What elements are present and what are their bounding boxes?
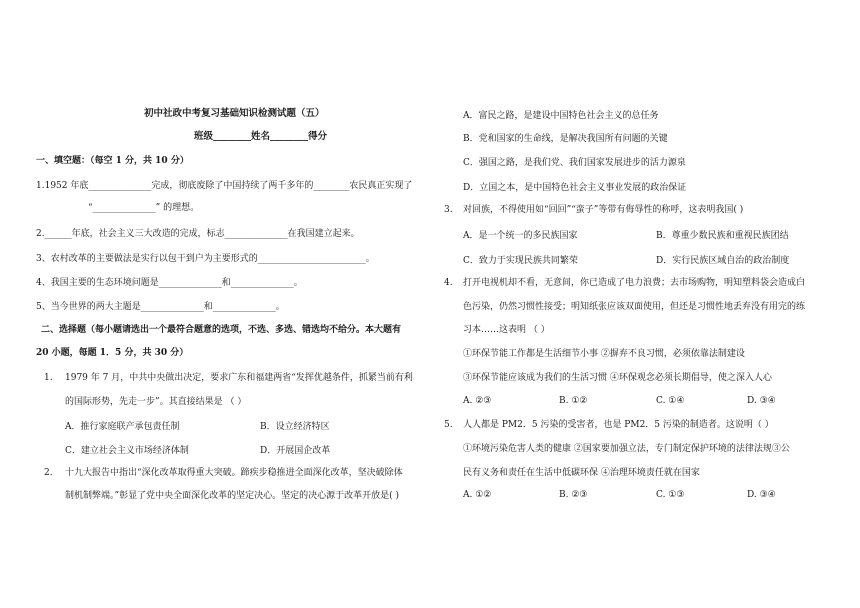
choice-q4-number: 4. bbox=[444, 278, 453, 288]
choice-q5-number: 5. bbox=[444, 420, 453, 430]
choice-q5-option-d: D. ③④ bbox=[747, 490, 776, 500]
choice-q2-option-b: B．党和国家的生命线，是解决我国所有问题的关键 bbox=[463, 134, 668, 144]
choice-q3-number: 3. bbox=[444, 205, 453, 215]
choice-q5-statements-line1: ①环境污染危害人类的健康 ②国家要加强立法，专门制定保护环境的法律法规③公 bbox=[463, 444, 790, 454]
choice-q1-option-d: D．开展国企改革 bbox=[260, 446, 331, 456]
fill-q1-line2: “______________” 的理想。 bbox=[88, 203, 200, 213]
choice-q2-line1: 十九大报告中指出“深化改革取得重大突破。蹄疾步稳推进全面深化改革，坚决破除体 bbox=[65, 468, 403, 478]
choice-q2-number: 2. bbox=[44, 468, 53, 478]
fill-q5: 5、当今世界的两大主题是______________和______________。 bbox=[36, 302, 285, 312]
choice-q4-statement-1-2: ①环保节能工作都是生活细节小事 ②摒弃不良习惯，必须依靠法制建设 bbox=[463, 349, 745, 359]
choice-q1-number: 1. bbox=[44, 373, 53, 383]
fill-q1-line1: 1.1952 年底______________完成，彻底废除了中国持续了两千多年的________农民真正实现了 bbox=[36, 181, 413, 191]
choice-q4-option-a: A. ②③ bbox=[463, 396, 492, 406]
choice-q1-line2: 的国际形势，先走一步”。其直接结果是 （ ） bbox=[65, 397, 247, 407]
choice-q1-option-a: A．推行家庭联产承包责任制 bbox=[65, 422, 180, 432]
choice-q2-option-a: A．富民之路，是建设中国特色社会主义的总任务 bbox=[463, 111, 659, 121]
choice-q3-stem: 对回族，不得使用如“回回”“蛮子”等带有侮辱性的称呼，这表明我国( ) bbox=[463, 205, 744, 215]
exam-title: 初中社政中考复习基础知识检测试题（五） bbox=[144, 108, 325, 119]
choice-q5-option-c: C. ①③ bbox=[656, 490, 685, 500]
choice-q2-option-c: C．强国之路，是我们党、我们国家发展进步的活力源泉 bbox=[463, 158, 686, 168]
choice-q4-line2: 色污染，仍然习惯性接受；明知纸张应该双面使用，但还是习惯性地丢弃没有用完的练 bbox=[463, 302, 806, 312]
fill-q2: 2.______年底，社会主义三大改造的完成，标志______________在我国建立起来。 bbox=[36, 229, 360, 239]
fill-q4: 4、我国主要的生态环境问题是______________和______________。 bbox=[36, 278, 303, 288]
choice-q2-line2: 制机制弊端。”彰显了党中央全面深化改革的坚定决心。坚定的决心源于改革开放是( ) bbox=[65, 491, 399, 501]
choice-q4-option-d: D. ③④ bbox=[747, 396, 776, 406]
choice-q5-statements-line2: 民有义务和责任在生活中低碳环保 ④治理环境责任就在国家 bbox=[463, 468, 700, 478]
choice-q1-option-b: B．设立经济特区 bbox=[260, 422, 330, 432]
choice-q4-line3: 习本……这表明 （ ） bbox=[463, 325, 550, 335]
choice-q1-line1: 1979 年 7 月，中共中央做出决定，要求广东和福建两省“发挥优越条件，抓紧当前有利 bbox=[65, 373, 413, 383]
choice-q5-option-b: B. ②③ bbox=[559, 490, 588, 500]
section-fill-in-heading: 一、填空题：（每空 1 分，共 10 分） bbox=[36, 156, 189, 166]
choice-q1-option-c: C．建立社会主义市场经济体制 bbox=[65, 446, 189, 456]
choice-q4-line1: 打开电视机却不看，无意间，你已造成了电力浪费；去市场购物，明知塑料袋会造成白 bbox=[463, 278, 806, 288]
choice-q4-statement-3-4: ③环保节能应该成为我们的生活习惯 ④环保观念必须长期倡导，使之深入人心 bbox=[463, 373, 772, 383]
choice-q2-option-d: D．立国之本，是中国特色社会主义事业发展的政治保证 bbox=[463, 183, 687, 193]
choice-q4-option-b: B. ①② bbox=[559, 396, 588, 406]
fill-q3: 3、农村改革的主要做法是实行以包干到户为主要形式的________________________。 bbox=[36, 254, 375, 264]
choice-q3-option-c: C．致力于实现民族共同繁荣 bbox=[463, 256, 578, 266]
choice-q3-option-a: A．是一个统一的多民族国家 bbox=[463, 231, 578, 241]
choice-q3-option-d: D．实行民族区域自治的政治制度 bbox=[656, 256, 790, 266]
section-choice-heading-line1: 二、选择题（每小题请选出一个最符合题意的选项，不选、多选、错选均不给分。本大题有 bbox=[41, 325, 402, 335]
choice-q5-stem: 人人都是 PM2．5 污染的受害者，也是 PM2．5 污染的制造者。这说明（ ） bbox=[463, 420, 774, 430]
choice-q4-option-c: C. ①④ bbox=[656, 396, 685, 406]
section-choice-heading-line2: 20 小题，每题 1．5 分，共 30 分） bbox=[36, 348, 189, 358]
choice-q5-option-a: A. ①② bbox=[463, 490, 492, 500]
student-info-line: 班级________姓名________得分 bbox=[194, 131, 328, 142]
choice-q3-option-b: B．尊重少数民族和重视民族团结 bbox=[656, 231, 789, 241]
